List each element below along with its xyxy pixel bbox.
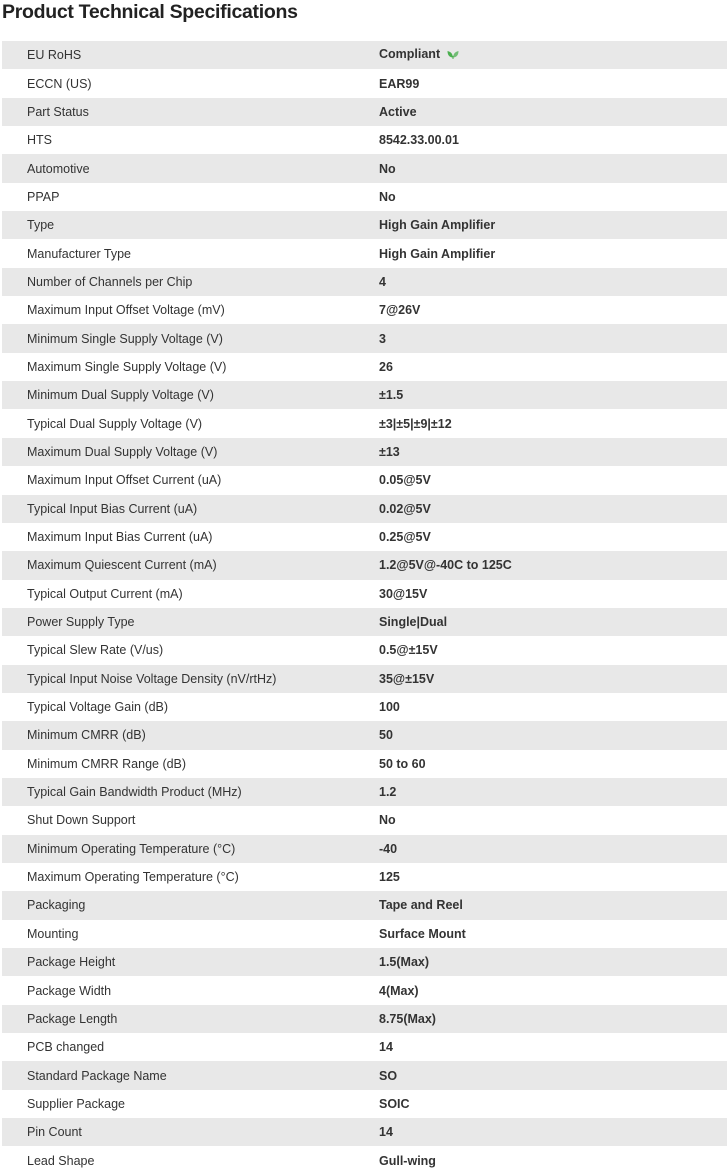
spec-value-text: 1.5(Max) bbox=[379, 955, 430, 970]
spec-row bbox=[2, 721, 727, 749]
leaf-icon bbox=[446, 48, 460, 63]
spec-value bbox=[379, 778, 727, 806]
spec-label: Typical Slew Rate (V/us) bbox=[2, 636, 379, 664]
spec-value-text: Gull-wing bbox=[379, 1153, 436, 1168]
spec-row bbox=[2, 750, 727, 778]
spec-value bbox=[379, 693, 727, 721]
spec-value bbox=[379, 636, 727, 664]
spec-row bbox=[2, 154, 727, 182]
spec-row bbox=[2, 438, 727, 466]
spec-label: Minimum Operating Temperature (°C) bbox=[2, 835, 379, 863]
spec-value-text: 1.2 bbox=[379, 785, 397, 800]
spec-value bbox=[379, 183, 727, 211]
spec-row bbox=[2, 324, 727, 352]
spec-value-text: 0.5@±15V bbox=[379, 643, 438, 658]
spec-table bbox=[2, 41, 727, 1175]
spec-row bbox=[2, 69, 727, 97]
spec-label: Shut Down Support bbox=[2, 806, 379, 834]
spec-value-text: -40 bbox=[379, 841, 398, 856]
spec-value-text: 100 bbox=[379, 700, 400, 715]
spec-label: Maximum Quiescent Current (mA) bbox=[2, 551, 379, 579]
spec-row bbox=[2, 126, 727, 154]
spec-value-text: Tape and Reel bbox=[379, 898, 463, 913]
spec-row bbox=[2, 268, 727, 296]
spec-label: Typical Gain Bandwidth Product (MHz) bbox=[2, 778, 379, 806]
spec-value-text: Active bbox=[379, 104, 417, 119]
spec-label: Typical Output Current (mA) bbox=[2, 580, 379, 608]
spec-value bbox=[379, 1146, 727, 1174]
spec-value-text: Single|Dual bbox=[379, 615, 448, 630]
spec-row bbox=[2, 778, 727, 806]
spec-value bbox=[379, 409, 727, 437]
spec-value-text: 1.2@5V@-40C to 125C bbox=[379, 558, 512, 573]
spec-label: HTS bbox=[2, 126, 379, 154]
spec-label: Package Height bbox=[2, 948, 379, 976]
spec-value bbox=[379, 154, 727, 182]
spec-value-text: ±13 bbox=[379, 444, 400, 459]
spec-value-text: 0.02@5V bbox=[379, 501, 431, 516]
spec-value bbox=[379, 1090, 727, 1118]
spec-value bbox=[379, 1118, 727, 1146]
spec-row bbox=[2, 580, 727, 608]
spec-row bbox=[2, 1146, 727, 1174]
spec-label: Typical Dual Supply Voltage (V) bbox=[2, 409, 379, 437]
spec-value bbox=[379, 1033, 727, 1061]
spec-value bbox=[379, 920, 727, 948]
spec-row bbox=[2, 806, 727, 834]
spec-label: Maximum Input Bias Current (uA) bbox=[2, 523, 379, 551]
spec-label: Manufacturer Type bbox=[2, 239, 379, 267]
spec-value-text: 0.25@5V bbox=[379, 530, 431, 545]
spec-label: Minimum Dual Supply Voltage (V) bbox=[2, 381, 379, 409]
spec-value bbox=[379, 976, 727, 1004]
page-title: Product Technical Specifications bbox=[2, 1, 298, 23]
spec-value-text: No bbox=[379, 161, 396, 176]
spec-label: Package Width bbox=[2, 976, 379, 1004]
spec-row bbox=[2, 239, 727, 267]
spec-label: PCB changed bbox=[2, 1033, 379, 1061]
spec-label: Automotive bbox=[2, 154, 379, 182]
spec-label: Maximum Operating Temperature (°C) bbox=[2, 863, 379, 891]
spec-value-text: High Gain Amplifier bbox=[379, 246, 496, 261]
spec-row bbox=[2, 976, 727, 1004]
spec-value-text: 125 bbox=[379, 870, 400, 885]
spec-row bbox=[2, 1118, 727, 1146]
spec-value bbox=[379, 523, 727, 551]
spec-value-text: No bbox=[379, 189, 396, 204]
spec-value-text: 4 bbox=[379, 274, 386, 289]
spec-label: Maximum Dual Supply Voltage (V) bbox=[2, 438, 379, 466]
spec-value bbox=[379, 608, 727, 636]
spec-label: Typical Input Noise Voltage Density (nV/rtHz) bbox=[2, 665, 379, 693]
spec-value-text: 50 to 60 bbox=[379, 756, 426, 771]
spec-value bbox=[379, 835, 727, 863]
spec-label: Number of Channels per Chip bbox=[2, 268, 379, 296]
spec-value bbox=[379, 891, 727, 919]
spec-value-text: 14 bbox=[379, 1040, 393, 1055]
spec-label: Part Status bbox=[2, 98, 379, 126]
spec-label: EU RoHS bbox=[2, 41, 379, 69]
spec-row bbox=[2, 381, 727, 409]
spec-value-text: 0.05@5V bbox=[379, 473, 431, 488]
spec-value-text: SO bbox=[379, 1068, 398, 1083]
spec-value bbox=[379, 381, 727, 409]
spec-row bbox=[2, 693, 727, 721]
spec-value bbox=[379, 721, 727, 749]
spec-value bbox=[379, 948, 727, 976]
spec-row bbox=[2, 296, 727, 324]
spec-value bbox=[379, 806, 727, 834]
spec-label: Typical Voltage Gain (dB) bbox=[2, 693, 379, 721]
spec-label: Supplier Package bbox=[2, 1090, 379, 1118]
spec-value bbox=[379, 69, 727, 97]
spec-value bbox=[379, 1005, 727, 1033]
spec-value bbox=[379, 438, 727, 466]
spec-value-text: EAR99 bbox=[379, 76, 420, 91]
spec-value bbox=[379, 353, 727, 381]
spec-value bbox=[379, 98, 727, 126]
spec-row bbox=[2, 636, 727, 664]
spec-value-text: High Gain Amplifier bbox=[379, 218, 496, 233]
spec-label: Maximum Single Supply Voltage (V) bbox=[2, 353, 379, 381]
spec-value bbox=[379, 268, 727, 296]
spec-label: Mounting bbox=[2, 920, 379, 948]
spec-label: ECCN (US) bbox=[2, 69, 379, 97]
spec-value-text: SOIC bbox=[379, 1096, 410, 1111]
spec-value bbox=[379, 750, 727, 778]
spec-label: Minimum CMRR Range (dB) bbox=[2, 750, 379, 778]
spec-label: Lead Shape bbox=[2, 1146, 379, 1174]
spec-row bbox=[2, 523, 727, 551]
spec-value-text: No bbox=[379, 813, 396, 828]
spec-value bbox=[379, 296, 727, 324]
spec-row bbox=[2, 608, 727, 636]
spec-label: Package Length bbox=[2, 1005, 379, 1033]
spec-row bbox=[2, 409, 727, 437]
spec-row bbox=[2, 183, 727, 211]
spec-row bbox=[2, 665, 727, 693]
spec-row bbox=[2, 1005, 727, 1033]
spec-value bbox=[379, 863, 727, 891]
spec-label: Typical Input Bias Current (uA) bbox=[2, 495, 379, 523]
spec-label: Standard Package Name bbox=[2, 1061, 379, 1089]
spec-value bbox=[379, 1061, 727, 1089]
spec-value bbox=[379, 211, 727, 239]
spec-label: Minimum Single Supply Voltage (V) bbox=[2, 324, 379, 352]
spec-row bbox=[2, 863, 727, 891]
spec-row bbox=[2, 495, 727, 523]
spec-value bbox=[379, 324, 727, 352]
spec-table-body bbox=[2, 41, 727, 1175]
spec-row bbox=[2, 466, 727, 494]
spec-value bbox=[379, 466, 727, 494]
spec-row bbox=[2, 41, 727, 69]
spec-label: Maximum Input Offset Current (uA) bbox=[2, 466, 379, 494]
spec-value bbox=[379, 495, 727, 523]
spec-value-text: ±1.5 bbox=[379, 388, 404, 403]
spec-value-text: 8542.33.00.01 bbox=[379, 133, 459, 148]
spec-label: PPAP bbox=[2, 183, 379, 211]
spec-row bbox=[2, 1033, 727, 1061]
spec-label: Pin Count bbox=[2, 1118, 379, 1146]
spec-label: Power Supply Type bbox=[2, 608, 379, 636]
spec-row bbox=[2, 1090, 727, 1118]
spec-row bbox=[2, 920, 727, 948]
spec-value bbox=[379, 239, 727, 267]
spec-value bbox=[379, 551, 727, 579]
spec-label: Type bbox=[2, 211, 379, 239]
spec-row bbox=[2, 1061, 727, 1089]
spec-value bbox=[379, 41, 727, 69]
spec-label: Minimum CMRR (dB) bbox=[2, 721, 379, 749]
spec-row bbox=[2, 353, 727, 381]
spec-row bbox=[2, 211, 727, 239]
spec-value bbox=[379, 126, 727, 154]
spec-value-text: 50 bbox=[379, 728, 393, 743]
spec-value-text: 3 bbox=[379, 331, 386, 346]
spec-value-text: 30@15V bbox=[379, 586, 428, 601]
spec-value-text: 26 bbox=[379, 359, 393, 374]
spec-value-text: 14 bbox=[379, 1125, 393, 1140]
spec-value-text: 4(Max) bbox=[379, 983, 419, 998]
spec-value bbox=[379, 580, 727, 608]
spec-row bbox=[2, 551, 727, 579]
spec-row bbox=[2, 948, 727, 976]
spec-value-text: ±3|±5|±9|±12 bbox=[379, 416, 452, 431]
spec-value-text: 8.75(Max) bbox=[379, 1011, 436, 1026]
spec-label: Maximum Input Offset Voltage (mV) bbox=[2, 296, 379, 324]
spec-value bbox=[379, 665, 727, 693]
spec-value-text: Surface Mount bbox=[379, 926, 466, 941]
spec-value-text: 7@26V bbox=[379, 303, 421, 318]
spec-row bbox=[2, 891, 727, 919]
spec-row bbox=[2, 835, 727, 863]
spec-row bbox=[2, 98, 727, 126]
spec-value-text: Compliant bbox=[379, 47, 441, 62]
spec-value-text: 35@±15V bbox=[379, 671, 435, 686]
spec-label: Packaging bbox=[2, 891, 379, 919]
